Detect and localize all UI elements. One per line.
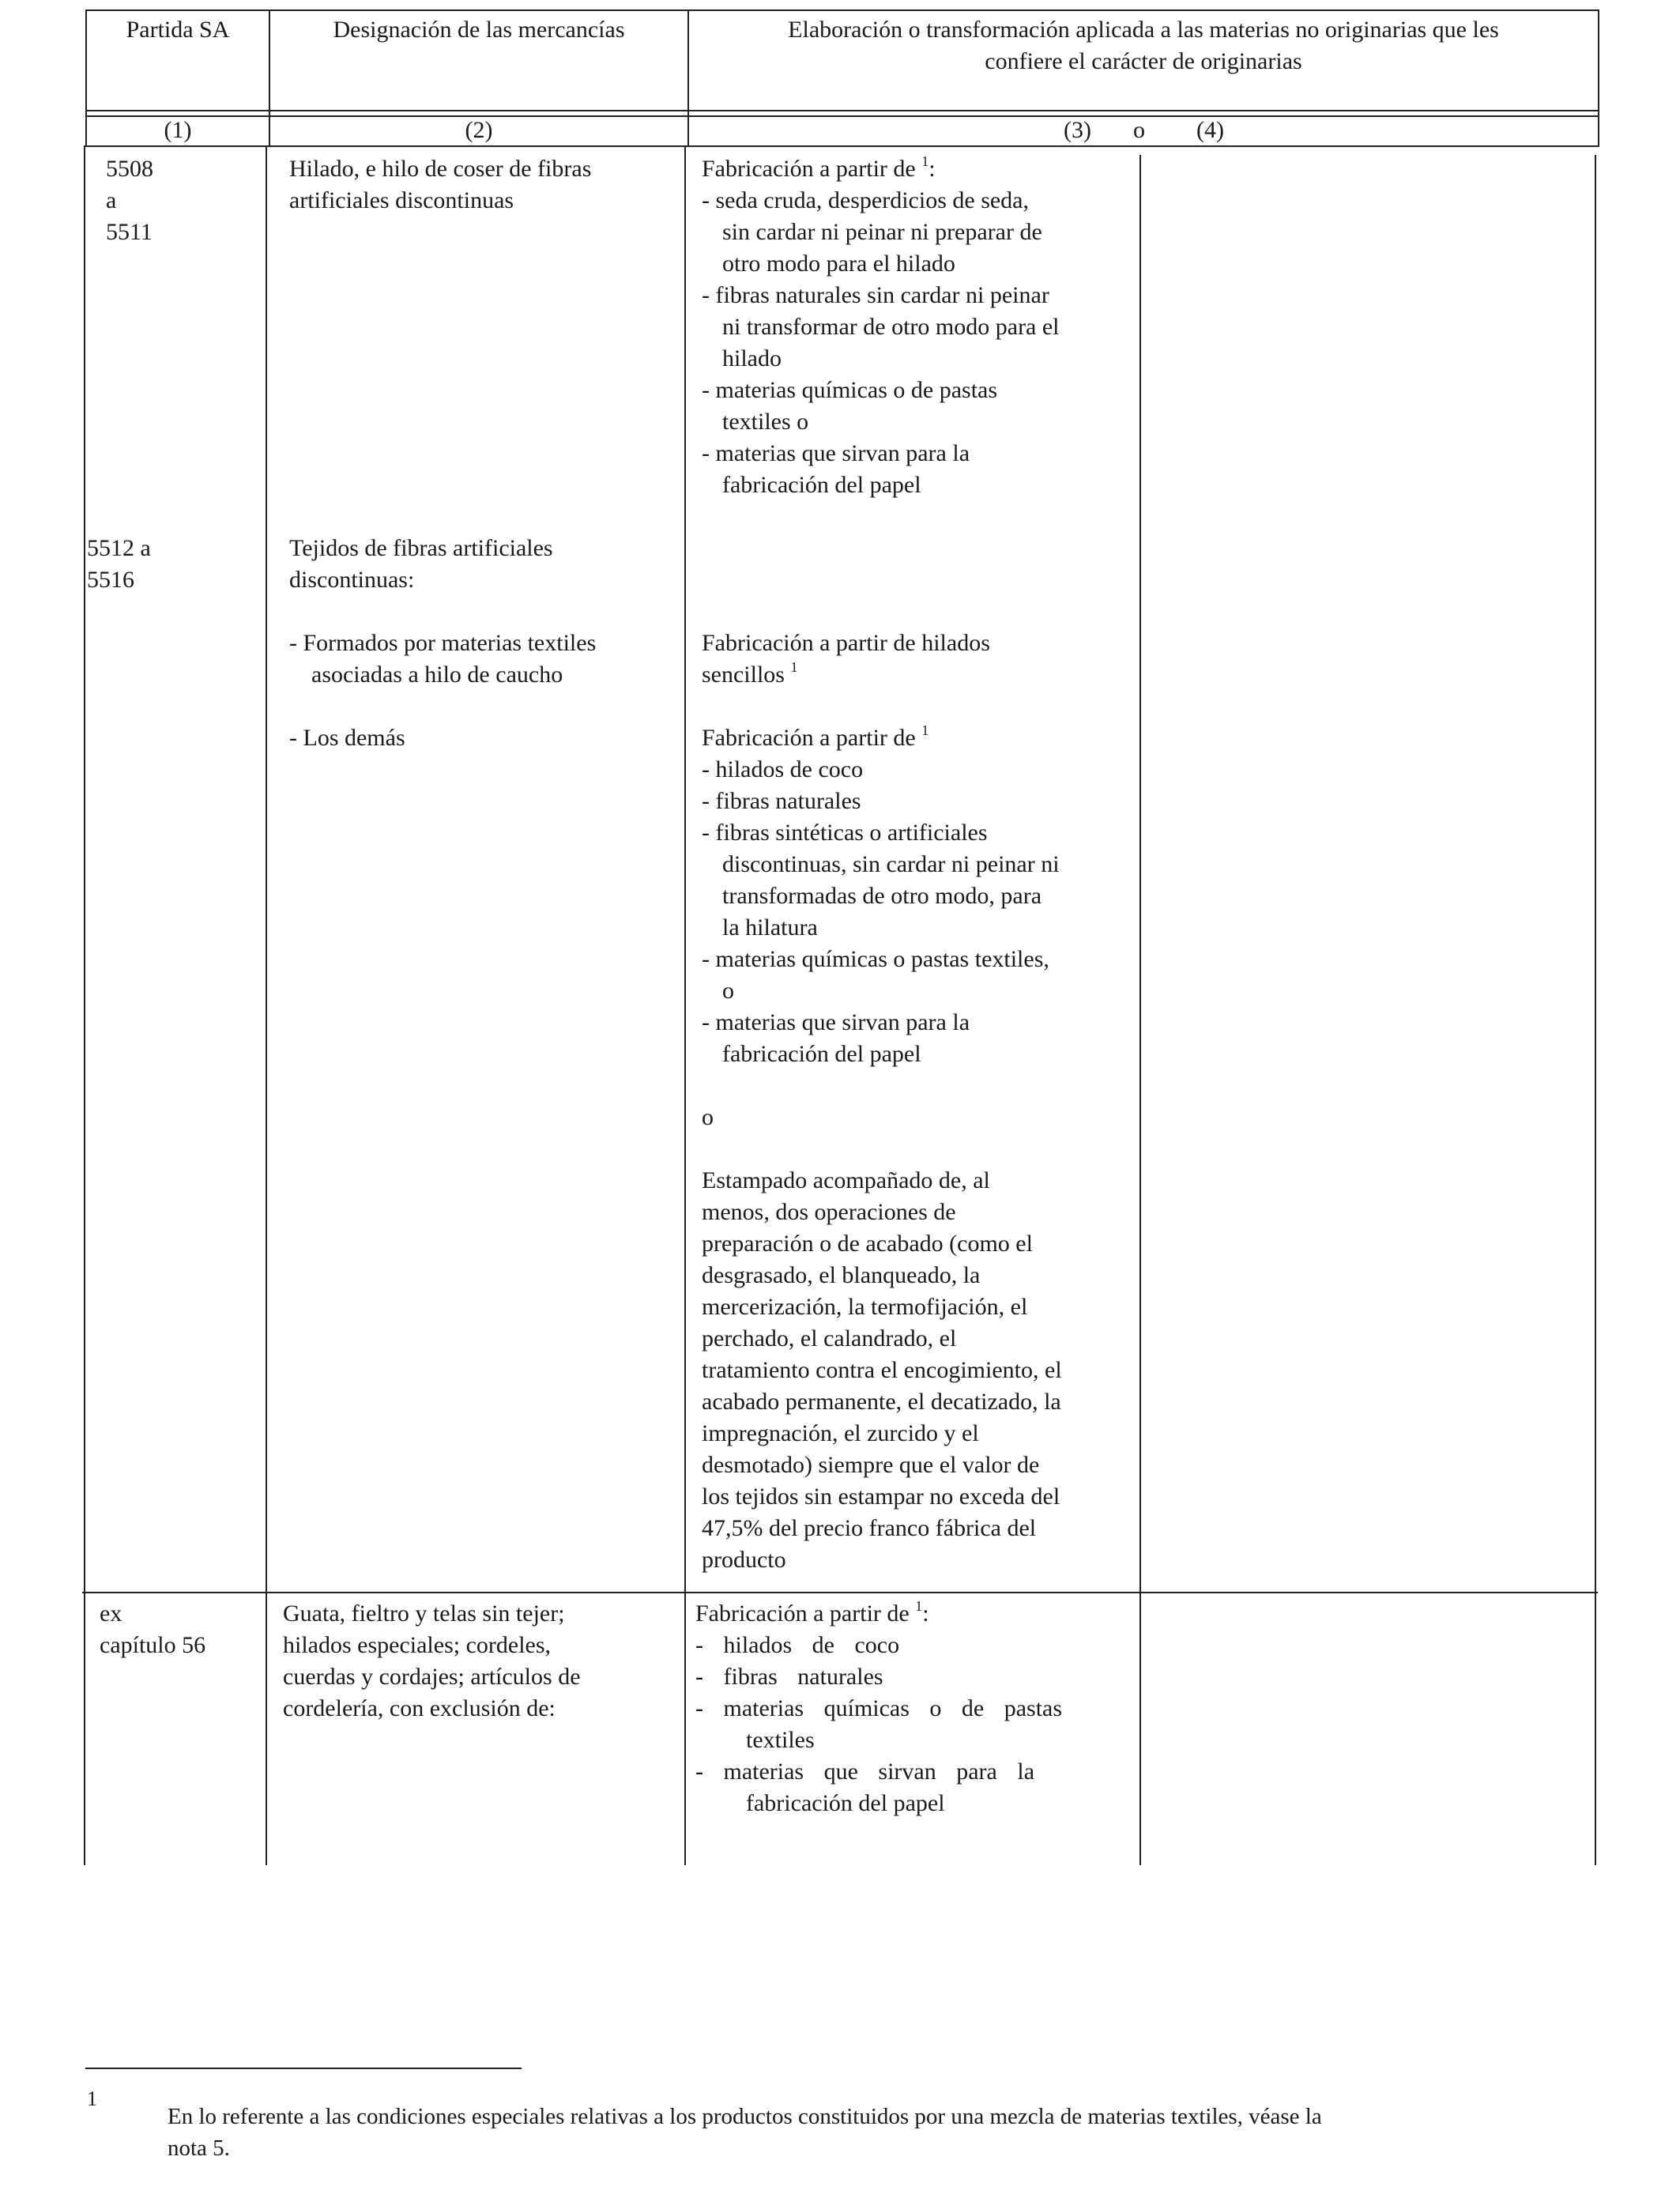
hs-code: capítulo 56 xyxy=(100,1632,206,1658)
table-top-border xyxy=(85,9,1599,11)
footnote-text: En lo referente a las condiciones especiales relativas a los productos constituidos por una mezcla de materias textiles, véase la xyxy=(168,2104,1322,2129)
column-number-3: (3) xyxy=(1064,117,1091,143)
row-divider-rule xyxy=(82,1592,1598,1593)
goods-subitem: - Formados por materias textiles xyxy=(289,630,597,656)
column-number-1: (1) xyxy=(164,117,192,143)
header-designacion: Designación de las mercancías xyxy=(333,17,625,43)
hs-code: 5508 xyxy=(106,156,153,182)
table-left-border-body xyxy=(84,145,85,1865)
col-divider-1-body xyxy=(266,145,267,1865)
goods-description: hilados especiales; cordeles, xyxy=(283,1632,552,1658)
alternative-rule: mercerización, la termofijación, el xyxy=(702,1294,1028,1320)
col-divider-3-body xyxy=(1139,155,1141,1865)
material-item: - materias que sirvan para la xyxy=(702,1009,970,1035)
alternative-rule: menos, dos operaciones de xyxy=(702,1199,956,1225)
material-item-cont: textiles xyxy=(746,1727,815,1753)
footnote-ref: 1 xyxy=(790,659,798,675)
alternative-rule: desmotado) siempre que el valor de xyxy=(702,1452,1040,1478)
table-right-border-header xyxy=(1598,9,1599,147)
processing-rule: sencillos $^1$ xyxy=(702,659,798,688)
material-item: - fibras naturales sin cardar ni peinar xyxy=(702,282,1049,308)
alternative-rule: los tejidos sin estampar no exceda del xyxy=(702,1483,1060,1510)
hs-code: a xyxy=(106,187,117,213)
column-number-4: (4) xyxy=(1196,117,1224,143)
alternative-rule: 47,5% del precio franco fábrica del xyxy=(702,1515,1037,1541)
material-item-cont: transformadas de otro modo, para xyxy=(722,883,1042,909)
goods-subitem-cont: asociadas a hilo de caucho xyxy=(311,662,563,688)
alternative-rule: desgrasado, el blanqueado, la xyxy=(702,1262,981,1288)
column-number-2: (2) xyxy=(465,117,493,143)
material-item-cont: la hilatura xyxy=(722,914,818,941)
alternative-rule: Estampado acompañado de, al xyxy=(702,1167,990,1193)
processing-rule: Fabricación a partir de hilados xyxy=(702,630,990,656)
footnote-text: nota 5. xyxy=(168,2136,230,2161)
goods-subitem: - Los demás xyxy=(289,725,405,751)
column-number-or: o xyxy=(1133,117,1145,143)
material-item-cont: otro modo para el hilado xyxy=(722,251,955,277)
material-item: - materias químicas o pastas textiles, xyxy=(702,946,1049,972)
header-bottom-rule xyxy=(85,110,1599,111)
processing-rule-intro: Fabricación a partir de $^1$: xyxy=(695,1598,929,1627)
material-item: - fibras naturales xyxy=(702,788,861,814)
material-item: - hilados de coco xyxy=(695,1632,900,1658)
material-item-cont: ni transformar de otro modo para el xyxy=(722,314,1060,340)
processing-rule-intro: Fabricación a partir de $^1$ xyxy=(702,722,929,751)
goods-description: cordelería, con exclusión de: xyxy=(283,1695,556,1721)
material-item-cont: discontinuas, sin cardar ni peinar ni xyxy=(722,851,1060,877)
alternative-or: o xyxy=(702,1104,714,1130)
material-item-cont: o xyxy=(722,978,734,1004)
material-item: - hilados de coco xyxy=(702,756,864,782)
footnote-separator xyxy=(85,2068,522,2069)
goods-description: cuerdas y cordajes; artículos de xyxy=(283,1664,581,1690)
material-item: - materias químicas o de pastas xyxy=(702,377,998,403)
material-item-cont: sin cardar ni peinar ni preparar de xyxy=(722,219,1042,245)
goods-description: artificiales discontinuas xyxy=(289,187,514,213)
col-divider-2-body xyxy=(684,145,686,1865)
footnote-ref: 1 xyxy=(915,1598,923,1614)
header-elaboracion-line1: Elaboración o transformación aplicada a las materias no originarias que les xyxy=(788,17,1499,43)
material-item: - seda cruda, desperdicios de seda, xyxy=(702,187,1029,213)
hs-code: 5516 xyxy=(87,567,134,593)
header-elaboracion-line2: confiere el carácter de originarias xyxy=(985,48,1302,74)
alternative-rule: acabado permanente, el decatizado, la xyxy=(702,1389,1061,1415)
hs-code: 5511 xyxy=(106,219,153,245)
footnote-ref: 1 xyxy=(921,722,929,738)
material-item-cont: fabricación del papel xyxy=(722,472,921,498)
goods-description: Guata, fieltro y telas sin tejer; xyxy=(283,1600,565,1627)
goods-description: discontinuas: xyxy=(289,567,415,593)
header-partida-sa: Partida SA xyxy=(126,17,230,43)
footnote-mark: 1 xyxy=(87,2087,97,2110)
material-item-cont: textiles o xyxy=(722,409,809,435)
material-item: - materias químicas o de pastas xyxy=(695,1695,1063,1721)
material-item: - fibras naturales xyxy=(695,1664,883,1690)
material-item-cont: fabricación del papel xyxy=(722,1041,921,1067)
hs-code: 5512 a xyxy=(87,535,151,561)
goods-description: Tejidos de fibras artificiales xyxy=(289,535,553,561)
table-right-border-body xyxy=(1595,155,1596,1865)
processing-rule-intro: Fabricación a partir de $^1$: xyxy=(702,153,936,182)
alternative-rule: tratamiento contra el encogimiento, el xyxy=(702,1357,1062,1383)
alternative-rule: preparación o de acabado (como el xyxy=(702,1231,1033,1257)
alternative-rule: impregnación, el zurcido y el xyxy=(702,1420,979,1446)
footnote-ref: 1 xyxy=(921,153,929,169)
alternative-rule: perchado, el calandrado, el xyxy=(702,1325,957,1351)
goods-description: Hilado, e hilo de coser de fibras xyxy=(289,156,592,182)
material-item: - materias que sirvan para la xyxy=(695,1759,1035,1785)
material-item: - materias que sirvan para la xyxy=(702,440,970,466)
material-item-cont: fabricación del papel xyxy=(746,1790,945,1816)
alternative-rule: producto xyxy=(702,1547,786,1573)
hs-code: ex xyxy=(100,1600,122,1627)
material-item: - fibras sintéticas o artificiales xyxy=(702,820,988,846)
material-item-cont: hilado xyxy=(722,345,782,371)
